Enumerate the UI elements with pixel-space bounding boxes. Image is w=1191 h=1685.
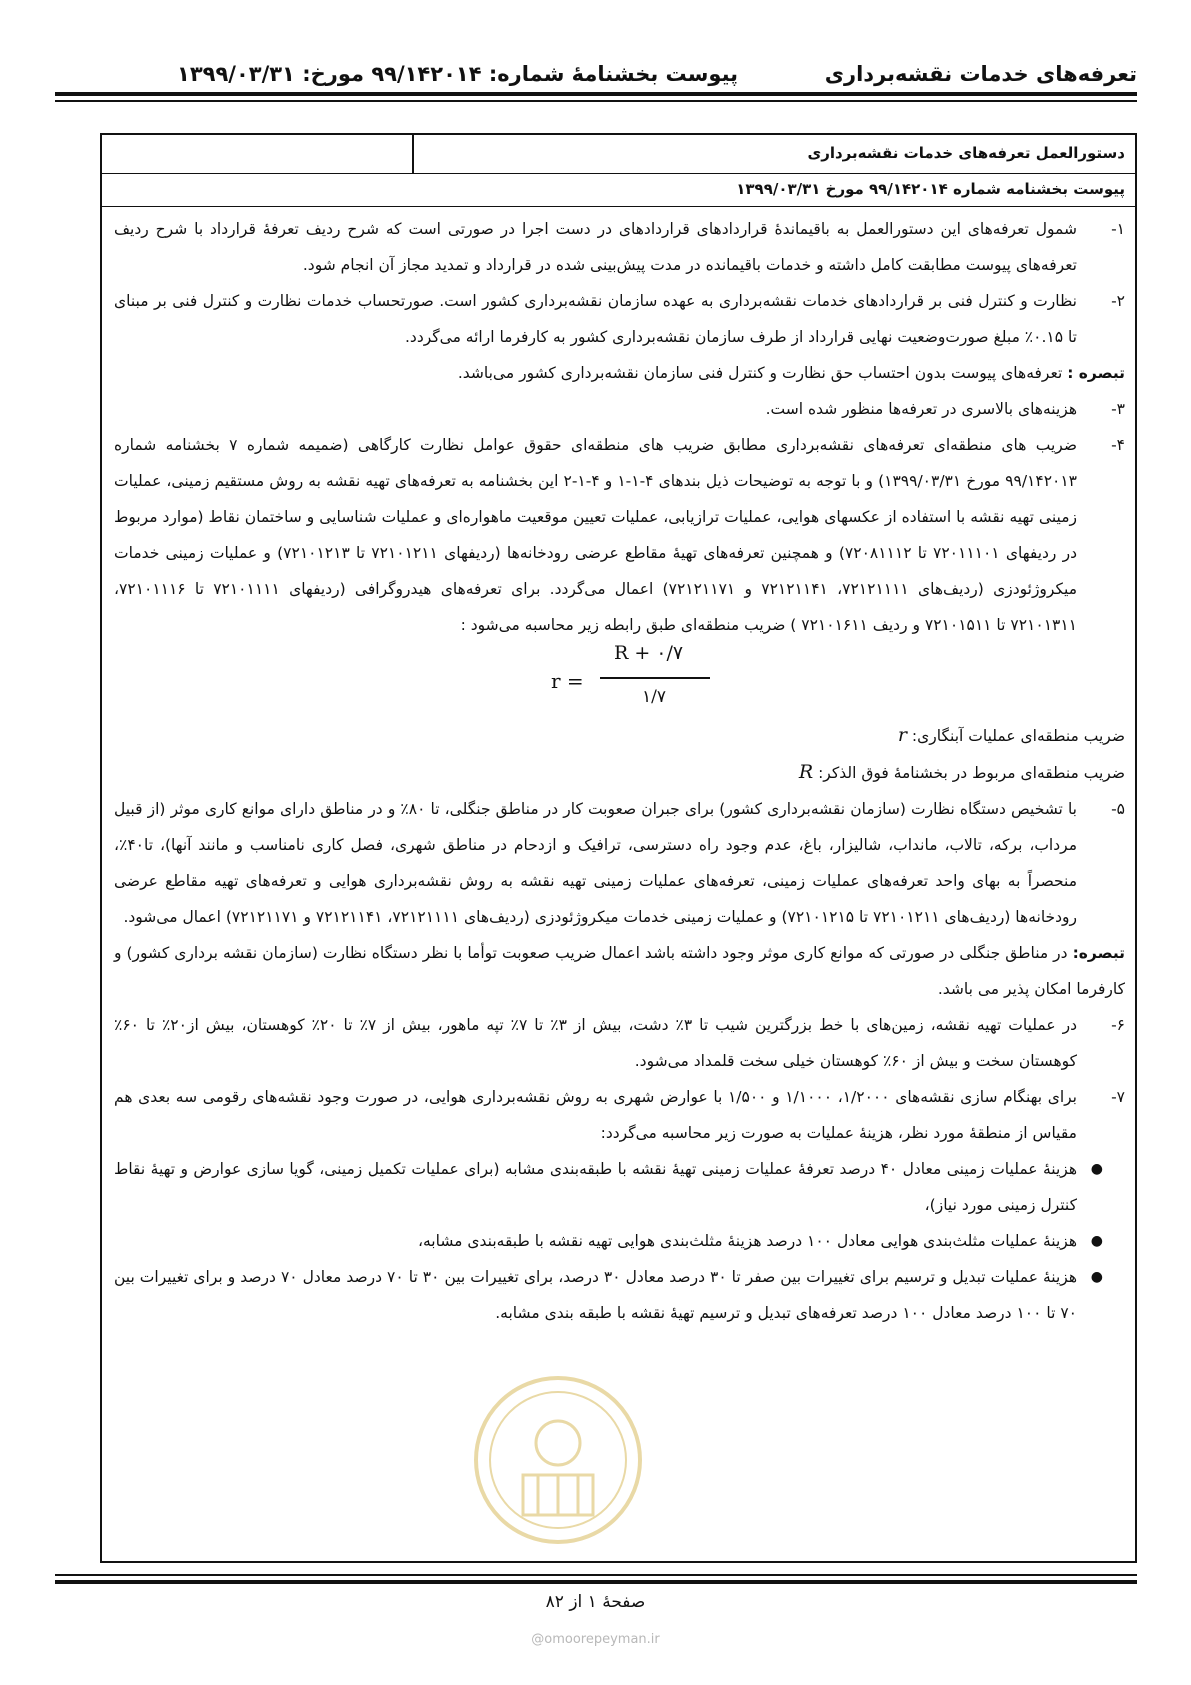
item-6 [114,1007,1125,1079]
definition-text: ضریب منطقه‌ای عملیات آبنگاری: [911,727,1125,745]
item-number: ۴- [1111,436,1125,454]
item-4 [114,427,1125,643]
definition-variable: R [798,761,814,783]
table-subtitle-row [102,173,1135,207]
header-rule-thin [55,100,1137,102]
table-subtitle: پیوست بخشنامه شماره ۹۹/۱۴۲۰۱۴ مورخ ۱۳۹۹/۰۳/۳۱ [736,180,1125,198]
note-text: تعرفه‌های پیوست بدون احتساب حق نظارت و کنترل فنی سازمان نقشه‌برداری کشور می‌باشد. [457,364,1068,382]
item-text: در عملیات تهیه نقشه، زمین‌های با خط بزرگترین شیب تا ۳٪ دشت، بیش از ۳٪ تا ۷٪ تپه ماهور، بیش از ۷٪ تا ۲۰٪ کوهستان، بیش از۲۰٪ تا ۶۰٪ کوهستان سخت و بیش از ۶۰٪ کوهستان خیلی سخت قلمداد می‌شود. [114,1016,1077,1070]
definition-text: ضریب منطقه‌ای مربوط در بخشنامهٔ فوق الذکر: [818,764,1125,782]
item-number: ۱- [1111,220,1125,238]
bullet-icon: ● [1090,1233,1103,1249]
item-text: ضریب های منطقه‌ای تعرفه‌های نقشه‌برداری مطابق ضریب های منطقه‌ای حقوق عوامل نظارت کارگاهی (ضمیمه شماره ۷ بخشنامه شماره ۹۹/۱۴۲۰۱۳ مورخ ۱۳۹۹/۰۳/۳۱) و با توجه به توضیحات ذیل بندهای ۴-۱-۱ و ۴-۱-۲ این بخشنامه به تعرفه‌های تهیه نقشه به روش مستقیم زمینی، عملیات زمینی تهیه نقشه با استفاده از عکسهای هوایی، عملیات ترازیابی، عملیات تعیین موقعیت ماهواره‌ای و عملیات شناسایی و ساختمان نقاط (موارد مربوط در ردیفهای ۷۲۰۱۱۱۰۱ تا ۷۲۰۸۱۱۱۲) و همچنین تعرفه‌های تهیهٔ مقاطع عرضی رودخانه‌ها (ردیفهای ۷۲۱۰۱۲۱۱ تا ۷۲۱۰۱۲۱۳) و عملیات زمینی خدمات میکروژئودزی (ردیف‌های ۷۲۱۲۱۱۱۱، ۷۲۱۲۱۱۴۱ و ۷۲۱۲۱۱۷۱) اعمال می‌گردد. برای تعرفه‌های هیدروگرافی (ردیفهای ۷۲۱۰۱۱۱۱ تا ۷۲۱۰۱۱۱۶، ۷۲۱۰۱۳۱۱ تا ۷۲۱۰۱۵۱۱ و ردیف ۷۲۱۰۱۶۱۱ ) ضریب منطقه‌ای طبق رابطه زیر محاسبه می‌شود : [114,436,1078,634]
regional-coefficient-formula [114,643,1125,717]
header-rule-thick [55,92,1137,96]
formula-denominator: ۱/۷ [642,687,666,707]
item-number: ۳- [1111,400,1125,418]
header-circular-ref: پیوست بخشنامهٔ شماره: ۹۹/۱۴۲۰۱۴ مورخ: ۱۳۹۹/۰۳/۳۱ [177,62,739,86]
item-2 [114,283,1125,355]
title-row-divider [412,135,414,173]
item-text: شمول تعرفه‌های این دستورالعمل به باقیماندهٔ قراردادهای قراردادهای در دست اجرا در صورتی است که شرح ردیف تعرفهٔ قرارداد با شرح ردیف تعرفه‌های پیوست مطابقت کامل داشته و خدمات باقیمانده در مدت پیش‌بینی شده در قرارداد و تمدید مجاز آن انجام شود. [114,220,1077,274]
bullet-text: هزینهٔ عملیات مثلث‌بندی هوایی معادل ۱۰۰ درصد هزینهٔ مثلث‌بندی هوایی تهیه نقشه با طبقه‌بندی مشابه، [417,1232,1077,1250]
footer-rule-thick [55,1580,1137,1584]
seal-watermark-icon [468,1365,648,1555]
header-title: تعرفه‌های خدمات نقشه‌برداری [824,62,1137,86]
item-1 [114,211,1125,283]
note-2 [114,935,1125,1007]
bullet-icon: ● [1090,1161,1103,1177]
page-header [55,56,1137,92]
definition-R [114,754,1125,791]
formula-numerator: R + ۰/۷ [614,642,684,664]
content-frame [100,133,1137,1563]
item-number: ۲- [1111,292,1125,310]
formula-lhs: r = [551,669,584,693]
bullet-item [114,1259,1107,1331]
note-label: تبصره : [1067,364,1125,382]
item-3 [114,391,1125,427]
note-text: در مناطق جنگلی در صورتی که موانع کاری موثر وجود داشته باشد اعمال ضریب صعوبت توأما با نظر دستگاه نظارت (سازمان نقشه برداری کشور) و کارفرما امکان پذیر می باشد. [114,944,1125,998]
item-text: هزینه‌های بالاسری در تعرفه‌ها منظور شده است. [765,400,1077,418]
item-text: برای بهنگام سازی نقشه‌های ۱/۲۰۰۰، ۱/۱۰۰۰ و ۱/۵۰۰ با عوارض شهری به روش نقشه‌برداری هوایی، در صورت وجود نقشه‌های رقومی سه بعدی هم مقیاس از منطقهٔ مورد نظر، هزینهٔ عملیات به صورت زیر محاسبه می‌گردد: [114,1088,1078,1142]
instructions-body [114,211,1125,1331]
bullet-text: هزینهٔ عملیات تبدیل و ترسیم برای تغییرات بین صفر تا ۳۰ درصد معادل ۳۰ درصد، برای تغییرات بین ۳۰ تا ۷۰ درصد معادل ۷۰ درصد و برای تغییرات بین ۷۰ تا ۱۰۰ درصد معادل ۱۰۰ درصد تعرفه‌های تبدیل و ترسیم تهیهٔ نقشه با طبقه بندی مشابه. [114,1268,1078,1322]
item-7 [114,1079,1125,1151]
note-1 [114,355,1125,391]
item-number: ۷- [1111,1088,1125,1106]
watermark-handle: @omoorepeyman.ir [531,1632,660,1647]
bullet-icon: ● [1090,1269,1103,1285]
table-title-row [102,135,1135,174]
bullet-text: هزینهٔ عملیات زمینی معادل ۴۰ درصد تعرفهٔ عملیات زمینی تهیهٔ نقشه با طبقه‌بندی مشابه (برای عملیات تکمیل زمینی، گویا سازی عوارض و تهیهٔ نقاط کنترل زمینی مورد نیاز)، [114,1160,1078,1214]
item-text: با تشخیص دستگاه نظارت (سازمان نقشه‌برداری کشور) برای جبران صعوبت کار در مناطق جنگلی، تا ۸۰٪ و در مناطق دارای موانع کاری موثر (از قبیل مرداب، برکه، تالاب، مانداب، شالیزار، باغ، عدم وجود راه دسترسی، ترافیک و ازدحام در مناطق شهری، فصل کاری نامناسب و مانند آنها)، تا۴۰٪، منحصراً به بهای واحد تعرفه‌های عملیات زمینی، تعرفه‌های عملیات زمینی تهیه نقشه به روش نقشه‌برداری هوایی و تعرفه‌های تهیه مقاطع عرضی رودخانه‌ها (ردیف‌های ۷۲۱۰۱۲۱۱ تا ۷۲۱۰۱۲۱۵) و عملیات زمینی خدمات میکروژئودزی (ردیف‌های ۷۲۱۲۱۱۱۱، ۷۲۱۲۱۱۴۱ و ۷۲۱۲۱۱۷۱) اعمال می‌شود. [114,800,1077,926]
item-number: ۵- [1111,800,1125,818]
table-title: دستورالعمل تعرفه‌های خدمات نقشه‌برداری [807,144,1125,162]
definition-variable: r [897,724,907,746]
page-number: صفحهٔ ۱ از ۸۲ [545,1592,646,1612]
bullet-item [114,1151,1107,1223]
definition-r [114,717,1125,754]
bullet-item [114,1223,1107,1259]
item-5 [114,791,1125,935]
note-label: تبصره: [1072,944,1125,962]
item-text: نظارت و کنترل فنی بر قراردادهای خدمات نقشه‌برداری به عهده سازمان نقشه‌برداری کشور است. صورتحساب خدمات نظارت و کنترل فنی بر مبنای تا ۰.۱۵٪ مبلغ صورت‌وضعیت نهایی قرارداد از طرف سازمان نقشه‌برداری کشور به کارفرما ارائه می‌گردد. [114,292,1077,346]
footer-rule-thin [55,1574,1137,1576]
item-number: ۶- [1111,1016,1125,1034]
